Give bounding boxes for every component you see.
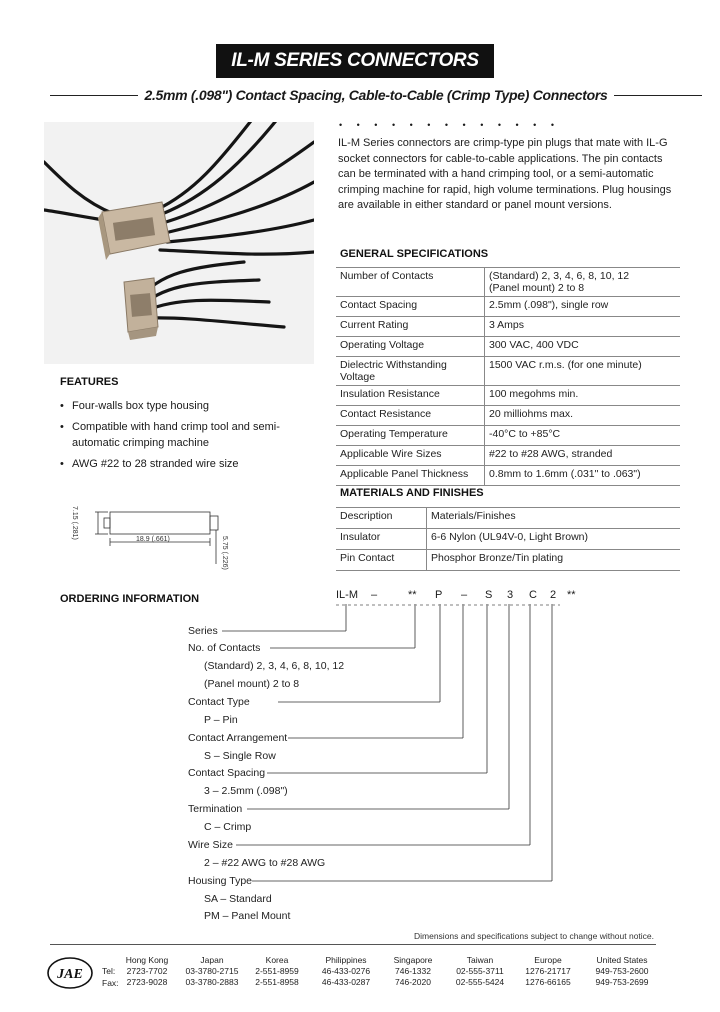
spec-key: Contact Resistance: [336, 406, 485, 426]
divider-dots: • • • • • • • • • • • • •: [339, 120, 560, 130]
ordering-contact-type: Contact Type: [188, 696, 250, 708]
spec-key: Number of Contacts: [336, 268, 485, 297]
spec-value: 3 Amps: [485, 317, 681, 337]
ordering-housing: Housing Type: [188, 875, 253, 887]
bullet-icon: •: [60, 421, 64, 433]
disclaimer: Dimensions and specifications subject to change without notice.: [414, 931, 655, 941]
spec-key: Operating Voltage: [336, 337, 485, 357]
code-dash: –: [371, 589, 378, 601]
ordering-contact-type-pin: P – Pin: [204, 714, 238, 726]
feature-text: AWG #22 to 28 stranded wire size: [72, 458, 239, 470]
spec-key: Insulation Resistance: [336, 386, 485, 406]
code-series: IL-M: [336, 589, 358, 601]
office-hong-kong: Hong Kong 2723-7702 2723-9028: [125, 955, 169, 987]
ordering-contacts-panel: (Panel mount) 2 to 8: [204, 678, 300, 690]
feature-text: Four-walls box type housing: [72, 400, 209, 412]
code-dash: –: [461, 589, 468, 601]
ordering-arrangement-single: S – Single Row: [204, 750, 276, 762]
code-spacing: 3: [507, 589, 514, 601]
tel-label: Tel:: [102, 966, 116, 976]
spec-value: 1500 VAC r.m.s. (for one minute): [485, 357, 681, 386]
spec-key: Applicable Panel Thickness: [336, 466, 485, 486]
ordering-wire-size-value: 2 – #22 AWG to #28 AWG: [204, 857, 326, 869]
fax-label: Fax:: [102, 978, 119, 988]
spec-key: Applicable Wire Sizes: [336, 446, 485, 466]
feature-text: Compatible with hand crimp tool and semi-automatic crimping machine: [72, 421, 280, 449]
features-heading: FEATURES: [60, 376, 119, 388]
spec-value: 2.5mm (.098"), single row: [485, 297, 681, 317]
ordering-termination-crimp: C – Crimp: [204, 821, 252, 833]
spec-value: (Standard) 2, 3, 4, 6, 8, 10, 12 (Panel mount) 2 to 8: [485, 268, 681, 297]
svg-text:JAE: JAE: [57, 967, 83, 982]
materials-heading: MATERIALS AND FINISHES: [340, 487, 484, 499]
code-arrangement: S: [485, 589, 493, 601]
jae-logo-icon: [46, 955, 94, 991]
material-value: Phosphor Bronze/Tin plating: [427, 550, 681, 571]
spec-value: 20 milliohms max.: [485, 406, 681, 426]
page-title: IL-M SERIES CONNECTORS: [216, 44, 494, 78]
office-taiwan: Taiwan 02-555-3711 02-555-5424: [455, 955, 505, 987]
office-korea: Korea 2-551-8959 2-551-8958: [255, 955, 299, 987]
office-europe: Europe 1276-21717 1276-66165: [525, 955, 571, 987]
material-key: Insulator: [336, 529, 427, 550]
spec-key: Dielectric Withstanding Voltage: [336, 357, 485, 386]
spec-key: Operating Temperature: [336, 426, 485, 446]
office-japan: Japan 03-3780-2715 03-3780-2883: [185, 955, 239, 987]
ordering-contacts: No. of Contacts: [188, 642, 261, 654]
ordering-contacts-standard: (Standard) 2, 3, 4, 6, 8, 10, 12: [204, 660, 345, 672]
column-header: Description: [336, 508, 427, 529]
spec-value: 0.8mm to 1.6mm (.031" to .063"): [485, 466, 681, 486]
code-housing: **: [567, 589, 576, 601]
spec-value: 300 VAC, 400 VDC: [485, 337, 681, 357]
office-singapore: Singapore 746-1332 746-2020: [393, 955, 433, 987]
spec-key: Current Rating: [336, 317, 485, 337]
ordering-housing-panel: PM – Panel Mount: [204, 910, 291, 922]
spec-value: -40°C to +85°C: [485, 426, 681, 446]
ordering-spacing-value: 3 – 2.5mm (.098"): [204, 785, 288, 797]
dim-length-label: 18.9 (.661): [136, 536, 170, 543]
code-contact-type: P: [435, 589, 443, 601]
spec-key: Contact Spacing: [336, 297, 485, 317]
column-header: Materials/Finishes: [427, 508, 681, 529]
code-contacts: **: [408, 589, 417, 601]
dim-side-label: 5.75 (.226): [221, 536, 228, 570]
ordering-spacing: Contact Spacing: [188, 767, 266, 779]
jae-logo: [46, 955, 94, 991]
office-united-states: United States 949-753-2600 949-753-2699: [595, 955, 649, 987]
spec-value: 100 megohms min.: [485, 386, 681, 406]
code-termination: C: [529, 589, 537, 601]
ordering-housing-standard: SA – Standard: [204, 893, 272, 905]
subtitle: 2.5mm (.098") Contact Spacing, Cable-to-Cable (Crimp Type) Connectors: [144, 87, 608, 103]
bullet-icon: •: [60, 400, 64, 412]
dim-height-label: 7.15 (.281): [71, 506, 78, 540]
material-key: Pin Contact: [336, 550, 427, 571]
code-wire-size: 2: [550, 589, 557, 601]
ordering-wire-size: Wire Size: [188, 839, 233, 851]
office-philippines: Philippines 46-433-0276 46-433-0287: [321, 955, 371, 987]
ordering-heading: ORDERING INFORMATION: [60, 593, 200, 605]
spec-value: #22 to #28 AWG, stranded: [485, 446, 681, 466]
ordering-arrangement: Contact Arrangement: [188, 732, 288, 744]
ordering-series: Series: [188, 625, 218, 637]
general-specs-heading: GENERAL SPECIFICATIONS: [340, 248, 489, 260]
bullet-icon: •: [60, 458, 64, 470]
material-value: 6-6 Nylon (UL94V-0, Light Brown): [427, 529, 681, 550]
footer-divider: [50, 944, 656, 945]
ordering-termination: Termination: [188, 803, 243, 815]
intro-paragraph: IL-M Series connectors are crimp-type pin plugs that mate with IL-G socket connectors for cable-to-cable applications. The pin contacts can be terminated with a hand crimping tool, or a semi-automatic crimping machine for rapid, high volume terminations. Plug housings are available in either standard or panel mount versions.: [338, 137, 672, 211]
